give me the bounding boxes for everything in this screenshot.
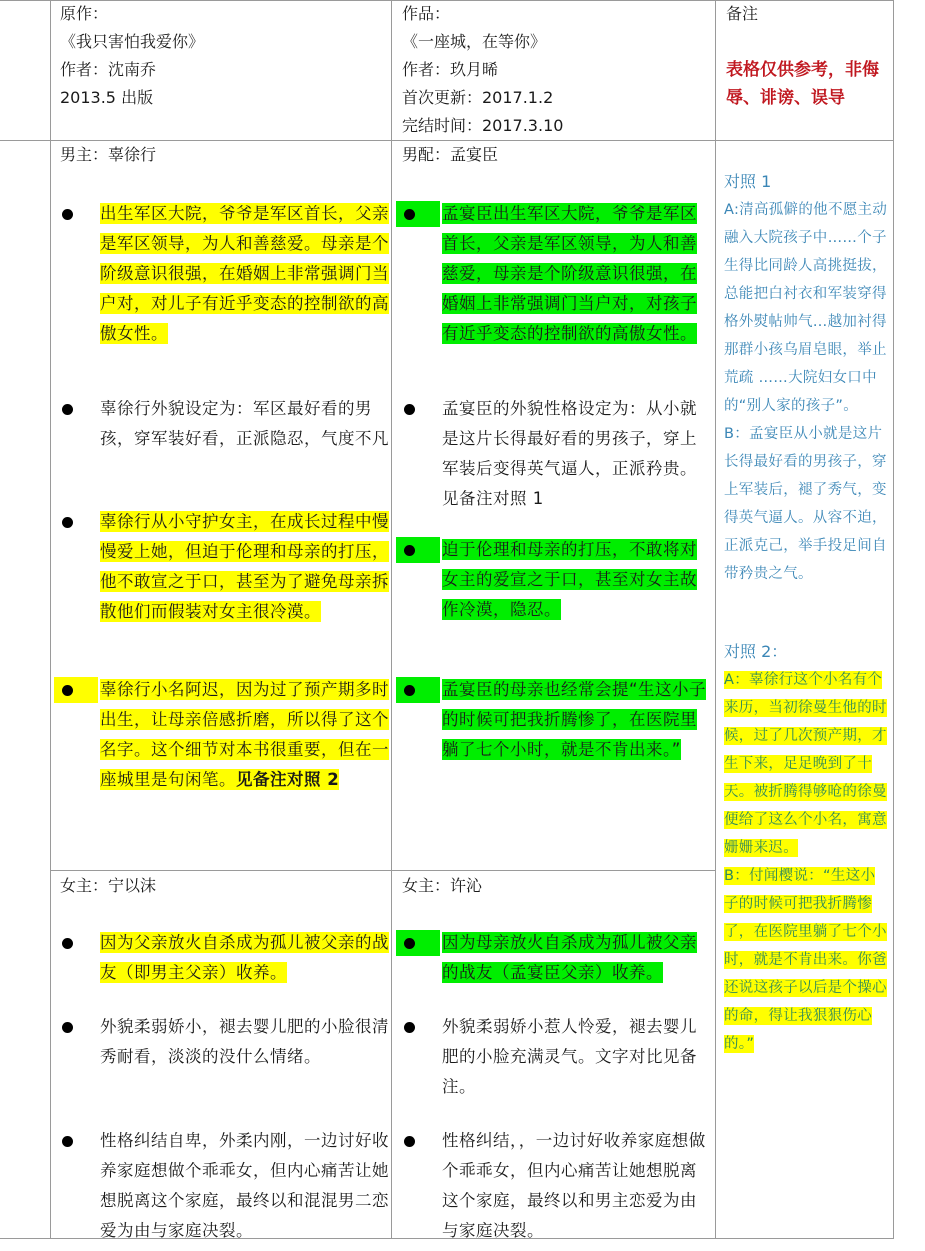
female-work-title: 女主：许沁 xyxy=(402,876,483,895)
compare-1-title: 对照 1 xyxy=(724,172,772,191)
original-author: 作者：沈南乔 xyxy=(60,60,157,79)
bullet-text: 辜徐行从小守护女主，在成长过程中慢慢爱上她，但迫于伦理和母亲的打压，他不敢宣之于口，甚至为了避免母亲拆散他们而假装对女主很冷漠。 xyxy=(100,512,389,621)
bullet-icon xyxy=(404,938,415,949)
bullet-text: 外貌柔弱娇小惹人怜爱，褪去婴儿肥的小脸充满灵气。文字对比见备注。 xyxy=(442,1017,697,1096)
bullet-text: 性格纠结，，一边讨好收养家庭想做个乖乖女，但内心痛苦让她想脱离这个家庭，最终以和男主恋爱为由与家庭决裂。 xyxy=(442,1131,706,1240)
bullet-icon xyxy=(404,209,415,220)
bullet-icon xyxy=(404,404,415,415)
bullet-text: 迫于伦理和母亲的打压，不敢将对女主的爱宣之于口，甚至对女主故作冷漠，隐忍。 xyxy=(442,540,697,619)
header-work-cell xyxy=(402,0,712,140)
bullet-text: 孟宴臣的母亲也经常会提“生这小子的时候可把我折腾惨了，在医院里躺了七个小时，就是不肯出来。” xyxy=(442,680,707,759)
bullet-text: 因为父亲放火自杀成为孤儿被父亲的战友（即男主父亲）收养。 xyxy=(100,933,389,982)
bullet-text: 辜徐行外貌设定为：军区最好看的男孩，穿军装好看，正派隐忍，气度不凡 xyxy=(100,399,389,448)
female-original-cell xyxy=(60,872,390,1238)
compare-2-b-wrap xyxy=(724,862,888,1058)
bullet-text: 出生军区大院，爷爷是军区首长，父亲是军区领导，为人和善慈爱。母亲是个阶级意识很强，在婚姻上非常强调门当户对，对儿子有近乎变态的控制欲的高傲女性。 xyxy=(100,204,389,343)
work-first-update: 首次更新：2017.1.2 xyxy=(402,88,554,107)
bullet-icon xyxy=(62,685,73,696)
original-label: 原作： xyxy=(60,4,109,23)
bullet-icon xyxy=(62,404,73,415)
bullet-text: 辜徐行小名阿迟，因为过了预产期多时出生，让母亲倍感折磨，所以得了这个名字。这个细节对本书很重要，但在一座城里是句闲笔。 xyxy=(100,680,389,789)
bullet-text: 孟宴臣出生军区大院，爷爷是军区首长，父亲是军区领导，为人和善慈爱，母亲是个阶级意识很强，在婚姻上非常强调门当户对，对孩子有近乎变态的控制欲的高傲女性。 xyxy=(442,204,697,343)
bullet-icon xyxy=(62,517,73,528)
original-title: 《我只害怕我爱你》 xyxy=(60,32,205,51)
bullet-icon xyxy=(404,1136,415,1147)
compare-2-title: 对照 2： xyxy=(724,642,788,661)
male-original-cell xyxy=(60,141,390,869)
bullet-icon xyxy=(404,545,415,556)
compare-2-a: A：辜徐行这个小名有个来历，当初徐曼生他的时候，过了几次预产期，才生下来，足足晚到了十天。被折腾得够呛的徐曼便给了这么个小名，寓意姗姗来迟。 xyxy=(724,672,887,856)
header-notes-cell xyxy=(726,0,888,112)
bullet-text: 因为母亲放火自杀成为孤儿被父亲的战友（孟宴臣父亲）收养。 xyxy=(442,933,697,982)
col-divider-1 xyxy=(50,0,51,1239)
header-original-cell xyxy=(60,0,390,112)
compare-2-a-wrap xyxy=(724,666,888,862)
work-title: 《一座城，在等你》 xyxy=(402,32,547,51)
bullet-icon xyxy=(62,1136,73,1147)
notes-column-cell xyxy=(724,168,888,1058)
male-row-bottom-line xyxy=(50,870,715,871)
bullet-icon xyxy=(404,685,415,696)
work-completed: 完结时间：2017.3.10 xyxy=(402,116,564,135)
work-label: 作品： xyxy=(402,4,451,23)
bullet-icon xyxy=(62,938,73,949)
bullet-icon xyxy=(62,209,73,220)
female-lead-title: 女主：宁以沫 xyxy=(60,876,157,895)
male-support-title: 男配：孟宴臣 xyxy=(402,145,499,164)
compare-2-b: B：付闻樱说：“生这小子的时候可把我折腾惨了，在医院里躺了七个小时，就是不肯出来。你爸还说这孩子以后是个操心的命，得让我狠狠伤心的。” xyxy=(724,868,887,1052)
male-work-cell xyxy=(402,141,712,869)
bullet-text: 性格纠结自卑，外柔内刚，一边讨好收养家庭想做个乖乖女，但内心痛苦让她想脱离这个家庭，最终以和混混男二恋爱为由与家庭决裂。 xyxy=(100,1131,389,1240)
male-lead-title: 男主：辜徐行 xyxy=(60,145,157,164)
work-author: 作者：玖月晞 xyxy=(402,60,499,79)
female-work-cell xyxy=(402,872,712,1238)
col-divider-3 xyxy=(715,0,716,1239)
col-divider-2 xyxy=(391,0,392,1239)
notes-label: 备注 xyxy=(726,4,759,23)
original-published: 2013.5 出版 xyxy=(60,88,154,107)
bullet-icon xyxy=(62,1022,73,1033)
compare-1-b: B：孟宴臣从小就是这片长得最好看的男孩子，穿上军装后，褪了秀气，变得英气逼人。从容不迫，正派克己，举手投足间自带矜贵之气。 xyxy=(724,426,887,582)
bullet-text: 孟宴臣的外貌性格设定为：从小就是这片长得最好看的男孩子，穿上军装后变得英气逼人，正派矜贵。见备注对照 1 xyxy=(442,399,697,508)
see-note-2-reference: 见备注对照 2 xyxy=(236,770,340,789)
bullet-text: 外貌柔弱娇小，褪去婴儿肥的小脸很清秀耐看，淡淡的没什么情绪。 xyxy=(100,1017,389,1066)
disclaimer-text: 表格仅供参考，非侮辱、诽谤、误导 xyxy=(726,60,879,108)
compare-1-a: A:清高孤僻的他不愿主动融入大院孩子中……个子生得比同龄人高挑挺拔，总能把白衬衣和军装穿得格外熨帖帅气…越加衬得那群小孩乌眉皂眼，举止荒疏 ……大院妇女口中的“别人家的孩子”。 xyxy=(724,202,888,414)
bullet-icon xyxy=(404,1022,415,1033)
table-right-line xyxy=(893,0,894,1239)
